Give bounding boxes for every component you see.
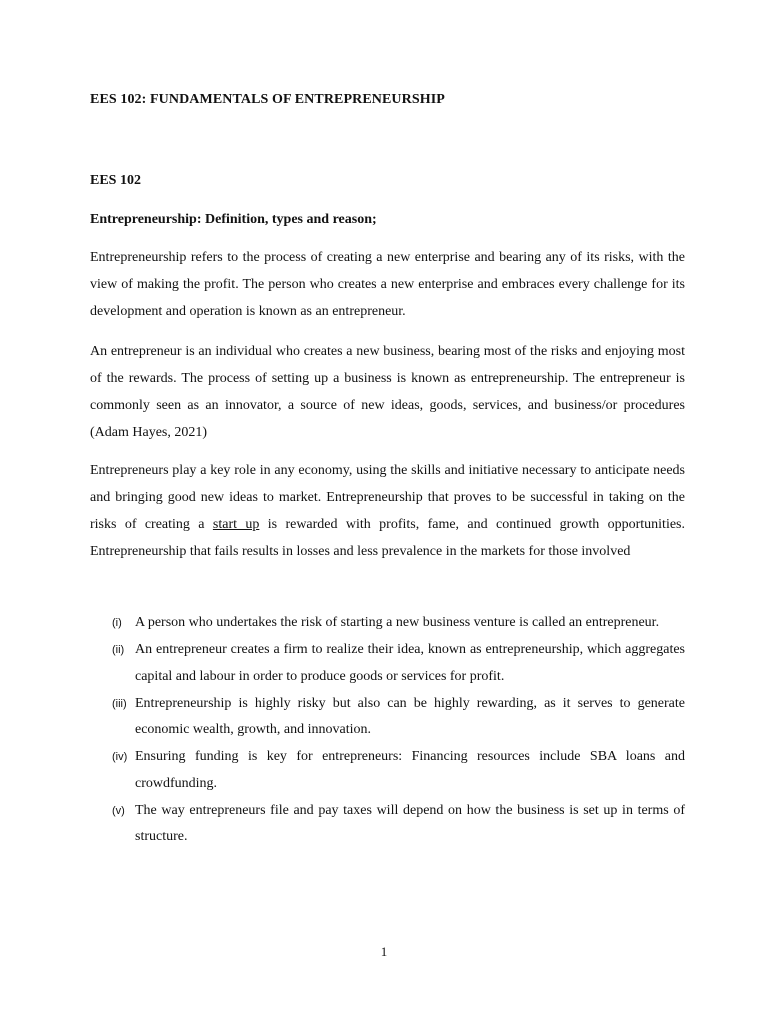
list-marker: (ii) xyxy=(112,644,125,656)
list-marker: (i) xyxy=(112,617,122,629)
list-item xyxy=(90,637,685,690)
section-heading: Entrepreneurship: Definition, types and reason; xyxy=(90,212,377,227)
list-marker: (iv) xyxy=(112,751,128,763)
list-item xyxy=(90,744,685,797)
list-item-text: The way entrepreneurs file and pay taxes will depend on how the business is set up in terms of structure. xyxy=(135,802,685,844)
list-marker: (iii) xyxy=(112,697,127,710)
paragraph-entrepreneur: An entrepreneur is an individual who creates a new business, bearing most of the risks and enjoying most of the rewards. The process of setting up a business is known as entrepreneurship. The entrepreneur is commonly seen as an innovator, a source of new ideas, goods, services, and business/or procedures (Adam Hayes, 2021) xyxy=(90,344,685,440)
list-item xyxy=(90,610,685,637)
document-title: EES 102: FUNDAMENTALS OF ENTREPRENEURSHIP xyxy=(90,92,445,107)
list-item-text: A person who undertakes the risk of starting a new business venture is called an entrepreneur. xyxy=(135,615,660,630)
list-item xyxy=(90,691,685,744)
paragraph-role xyxy=(90,457,685,565)
start-up-link[interactable]: start up xyxy=(212,517,260,532)
list-marker: (v) xyxy=(112,804,125,817)
list-item-text: Entrepreneurship is highly risky but also can be highly rewarding, as it serves to generate economic wealth, growth, and innovation. xyxy=(135,695,685,737)
list-item xyxy=(90,798,685,851)
list-item-text: Ensuring funding is key for entrepreneurs: Financing resources include SBA loans and crowdfunding. xyxy=(135,749,685,791)
page-number: 1 xyxy=(380,944,388,959)
paragraph-role-text-before: Entrepreneurs play a key role in any economy, using the skills and initiative necessary to anticipate needs and bringing good new ideas to market. Entrepreneurship that proves to be successful in taking on the risks of creating a xyxy=(90,463,685,532)
key-points-list xyxy=(90,610,685,851)
course-code-heading: EES 102 xyxy=(90,173,141,188)
paragraph-definition: Entrepreneurship refers to the process of creating a new enterprise and bearing any of its risks, with the view of making the profit. The person who creates a new enterprise and embraces every challenge for its development and operation is known as an entrepreneur. xyxy=(90,250,685,319)
paragraph-role-text-after: is rewarded with profits, fame, and continued growth opportunities. Entrepreneurship that fails results in losses and less prevalence in the markets for those involved xyxy=(90,517,685,559)
list-item-text: An entrepreneur creates a firm to realize their idea, known as entrepreneurship, which aggregates capital and labour in order to produce goods or services for profit. xyxy=(135,642,685,684)
